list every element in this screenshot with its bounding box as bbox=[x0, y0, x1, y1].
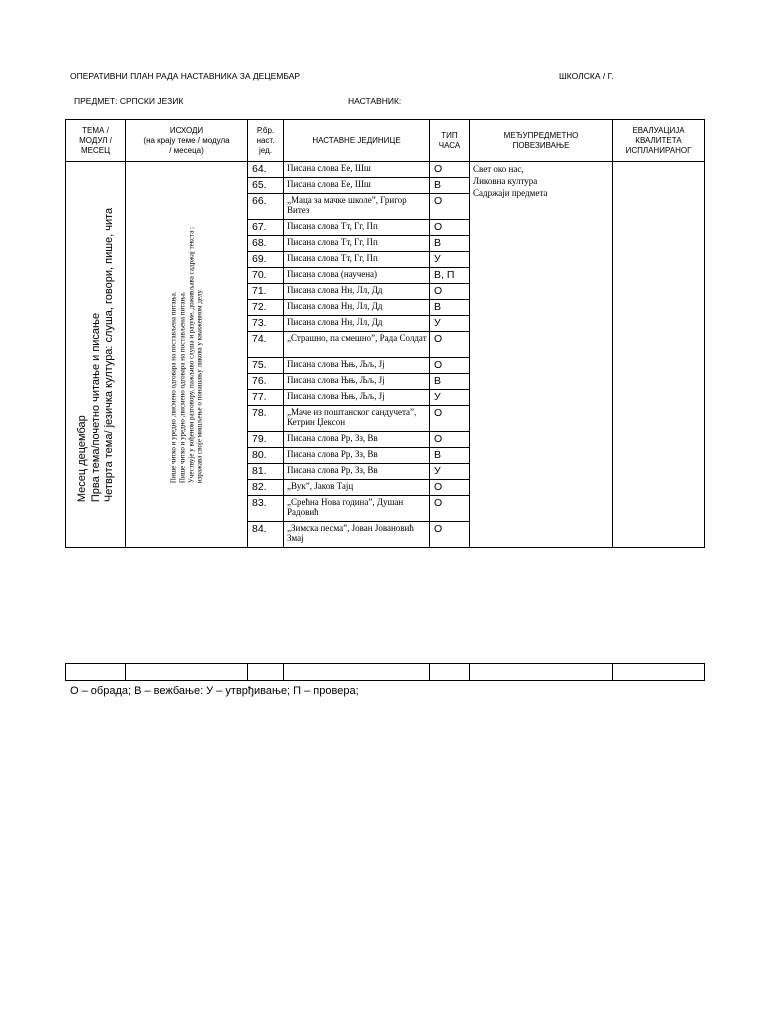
school-year-label: ШКОЛСКА / Г. bbox=[559, 71, 614, 81]
lesson-number: 70. bbox=[248, 268, 284, 284]
module-cell bbox=[66, 162, 126, 548]
lesson-unit: „Страшно, па смешно”, Рада Солдат bbox=[284, 332, 430, 358]
teacher-label: НАСТАВНИК: bbox=[348, 96, 402, 106]
lesson-unit: Писана слова Ее, Шш bbox=[284, 178, 430, 194]
lesson-unit: „Маче из поштанског сандучета”, Кетрин Џексон bbox=[284, 406, 430, 432]
lesson-unit: Писана слова Рр, Зз, Вв bbox=[284, 432, 430, 448]
header-cross-curricular: МЕЂУПРЕДМЕТНО ПОВЕЗИВАЊЕ bbox=[470, 120, 613, 162]
lesson-number: 79. bbox=[248, 432, 284, 448]
subject-label: ПРЕДМЕТ: СРПСКИ ЈЕЗИК bbox=[74, 96, 184, 106]
lesson-unit: Писана слова Тт, Гг, Пп bbox=[284, 252, 430, 268]
lesson-type: О bbox=[430, 358, 470, 374]
header-number: Р.бр. наст. јед. bbox=[248, 120, 284, 162]
header-outcomes: ИСХОДИ (на крају теме / модула / месеца) bbox=[126, 120, 248, 162]
lesson-unit: Писана слова Тт, Гг, Пп bbox=[284, 236, 430, 252]
lesson-number: 71. bbox=[248, 284, 284, 300]
lesson-unit: „Маца за мачке школе”, Григор Витез bbox=[284, 194, 430, 220]
lesson-number: 68. bbox=[248, 236, 284, 252]
lesson-number: 76. bbox=[248, 374, 284, 390]
lesson-type: О bbox=[430, 220, 470, 236]
lesson-type: В bbox=[430, 374, 470, 390]
cross-curricular-cell bbox=[470, 162, 613, 548]
lesson-type: В bbox=[430, 178, 470, 194]
lesson-number: 83. bbox=[248, 496, 284, 522]
lesson-number: 75. bbox=[248, 358, 284, 374]
empty-cell bbox=[613, 664, 705, 681]
header-topic: ТЕМА / МОДУЛ / МЕСЕЦ bbox=[66, 120, 126, 162]
lesson-number: 73. bbox=[248, 316, 284, 332]
lesson-unit: Писана слова (научена) bbox=[284, 268, 430, 284]
lesson-unit: Писана слова Рр, Зз, Вв bbox=[284, 464, 430, 480]
outcome-line: Пише читко и уредно ,писмено одговара на постављена питања. bbox=[177, 291, 186, 483]
lesson-type: О bbox=[430, 284, 470, 300]
empty-cell bbox=[66, 664, 126, 681]
lesson-type: О bbox=[430, 522, 470, 548]
lesson-unit: Писана слова Нн, Лл, Дд bbox=[284, 300, 430, 316]
lesson-unit: Писана слова Њњ, Љљ, Јј bbox=[284, 358, 430, 374]
lesson-number: 74. bbox=[248, 332, 284, 358]
lesson-type: О bbox=[430, 162, 470, 178]
lesson-type-legend: О – обрада; В – вежбање: У – утврђивање; П – провера; bbox=[70, 685, 359, 697]
lesson-unit: Писана слова Њњ, Љљ, Јј bbox=[284, 390, 430, 406]
operative-plan-table bbox=[65, 119, 705, 548]
lesson-unit: Писана слова Нн, Лл, Дд bbox=[284, 316, 430, 332]
lesson-unit: „Срећна Нова година”, Душан Радовић bbox=[284, 496, 430, 522]
lesson-number: 66. bbox=[248, 194, 284, 220]
lesson-type: О bbox=[430, 480, 470, 496]
empty-cell bbox=[126, 664, 248, 681]
lesson-unit: Писана слова Тт, Гг, Пп bbox=[284, 220, 430, 236]
empty-cell bbox=[248, 664, 284, 681]
lesson-type: В bbox=[430, 448, 470, 464]
empty-cell bbox=[430, 664, 470, 681]
header-units: НАСТАВНЕ ЈЕДИНИЦЕ bbox=[284, 120, 430, 162]
table-row bbox=[66, 162, 705, 178]
lesson-type: В bbox=[430, 236, 470, 252]
module-theme-4: Четврта тема/ језичка култура: слуша, говори, пише, чита bbox=[102, 207, 115, 502]
evaluation-cell bbox=[613, 162, 705, 548]
outcomes-cell bbox=[126, 162, 248, 548]
lesson-unit: Писана слова Ее, Шш bbox=[284, 162, 430, 178]
module-month: Месец децембар bbox=[75, 414, 88, 502]
lesson-type: О bbox=[430, 432, 470, 448]
lesson-unit: Писана слова Рр, Зз, Вв bbox=[284, 448, 430, 464]
cross-subject: Свет око нас, bbox=[473, 164, 524, 174]
lesson-number: 82. bbox=[248, 480, 284, 496]
lesson-number: 72. bbox=[248, 300, 284, 316]
lesson-type: О bbox=[430, 194, 470, 220]
lesson-unit: „Зимска песма”, Јован Јовановић Змај bbox=[284, 522, 430, 548]
lesson-type: У bbox=[430, 464, 470, 480]
table-header-row bbox=[66, 120, 705, 162]
lesson-number: 80. bbox=[248, 448, 284, 464]
cross-subject: Садржаји предмета bbox=[473, 188, 548, 198]
outcome-line: изражава своје мишљење о понашању ликова у књижевном делу. bbox=[195, 288, 204, 483]
lesson-number: 77. bbox=[248, 390, 284, 406]
lesson-type: У bbox=[430, 316, 470, 332]
empty-table-row bbox=[65, 663, 705, 681]
outcome-line: Пише читко и уредно ,писмено одговара на постављена питања. bbox=[168, 291, 177, 483]
lesson-unit: „Вук”, Јаков Тајц bbox=[284, 480, 430, 496]
cross-subject: Ликовна култура bbox=[473, 176, 538, 186]
lesson-type: О bbox=[430, 406, 470, 432]
header-evaluation: ЕВАЛУАЦИЈА КВАЛИТЕТА ИСПЛАНИРАНОГ bbox=[613, 120, 705, 162]
lesson-type: У bbox=[430, 252, 470, 268]
lesson-number: 81. bbox=[248, 464, 284, 480]
lesson-unit: Писана слова Њњ, Љљ, Јј bbox=[284, 374, 430, 390]
outcome-line: Учествује у вођеном разговору, пажљиво слуша и разуме, доживљава садржај текста ; bbox=[186, 226, 195, 483]
lesson-number: 78. bbox=[248, 406, 284, 432]
lesson-type: В bbox=[430, 300, 470, 316]
lesson-type: О bbox=[430, 332, 470, 358]
module-theme-1: Прва тема/почетно читање и писање bbox=[88, 312, 101, 502]
lesson-number: 67. bbox=[248, 220, 284, 236]
empty-cell bbox=[284, 664, 430, 681]
lesson-number: 65. bbox=[248, 178, 284, 194]
lesson-type: В, П bbox=[430, 268, 470, 284]
header-lesson-type: ТИП ЧАСА bbox=[430, 120, 470, 162]
lesson-number: 84. bbox=[248, 522, 284, 548]
lesson-type: У bbox=[430, 390, 470, 406]
lesson-number: 69. bbox=[248, 252, 284, 268]
lesson-number: 64. bbox=[248, 162, 284, 178]
plan-title: ОПЕРАТИВНИ ПЛАН РАДА НАСТАВНИКА ЗА ДЕЦЕМБАР bbox=[70, 71, 301, 81]
lesson-type: О bbox=[430, 496, 470, 522]
empty-cell bbox=[470, 664, 613, 681]
lesson-unit: Писана слова Нн, Лл, Дд bbox=[284, 284, 430, 300]
